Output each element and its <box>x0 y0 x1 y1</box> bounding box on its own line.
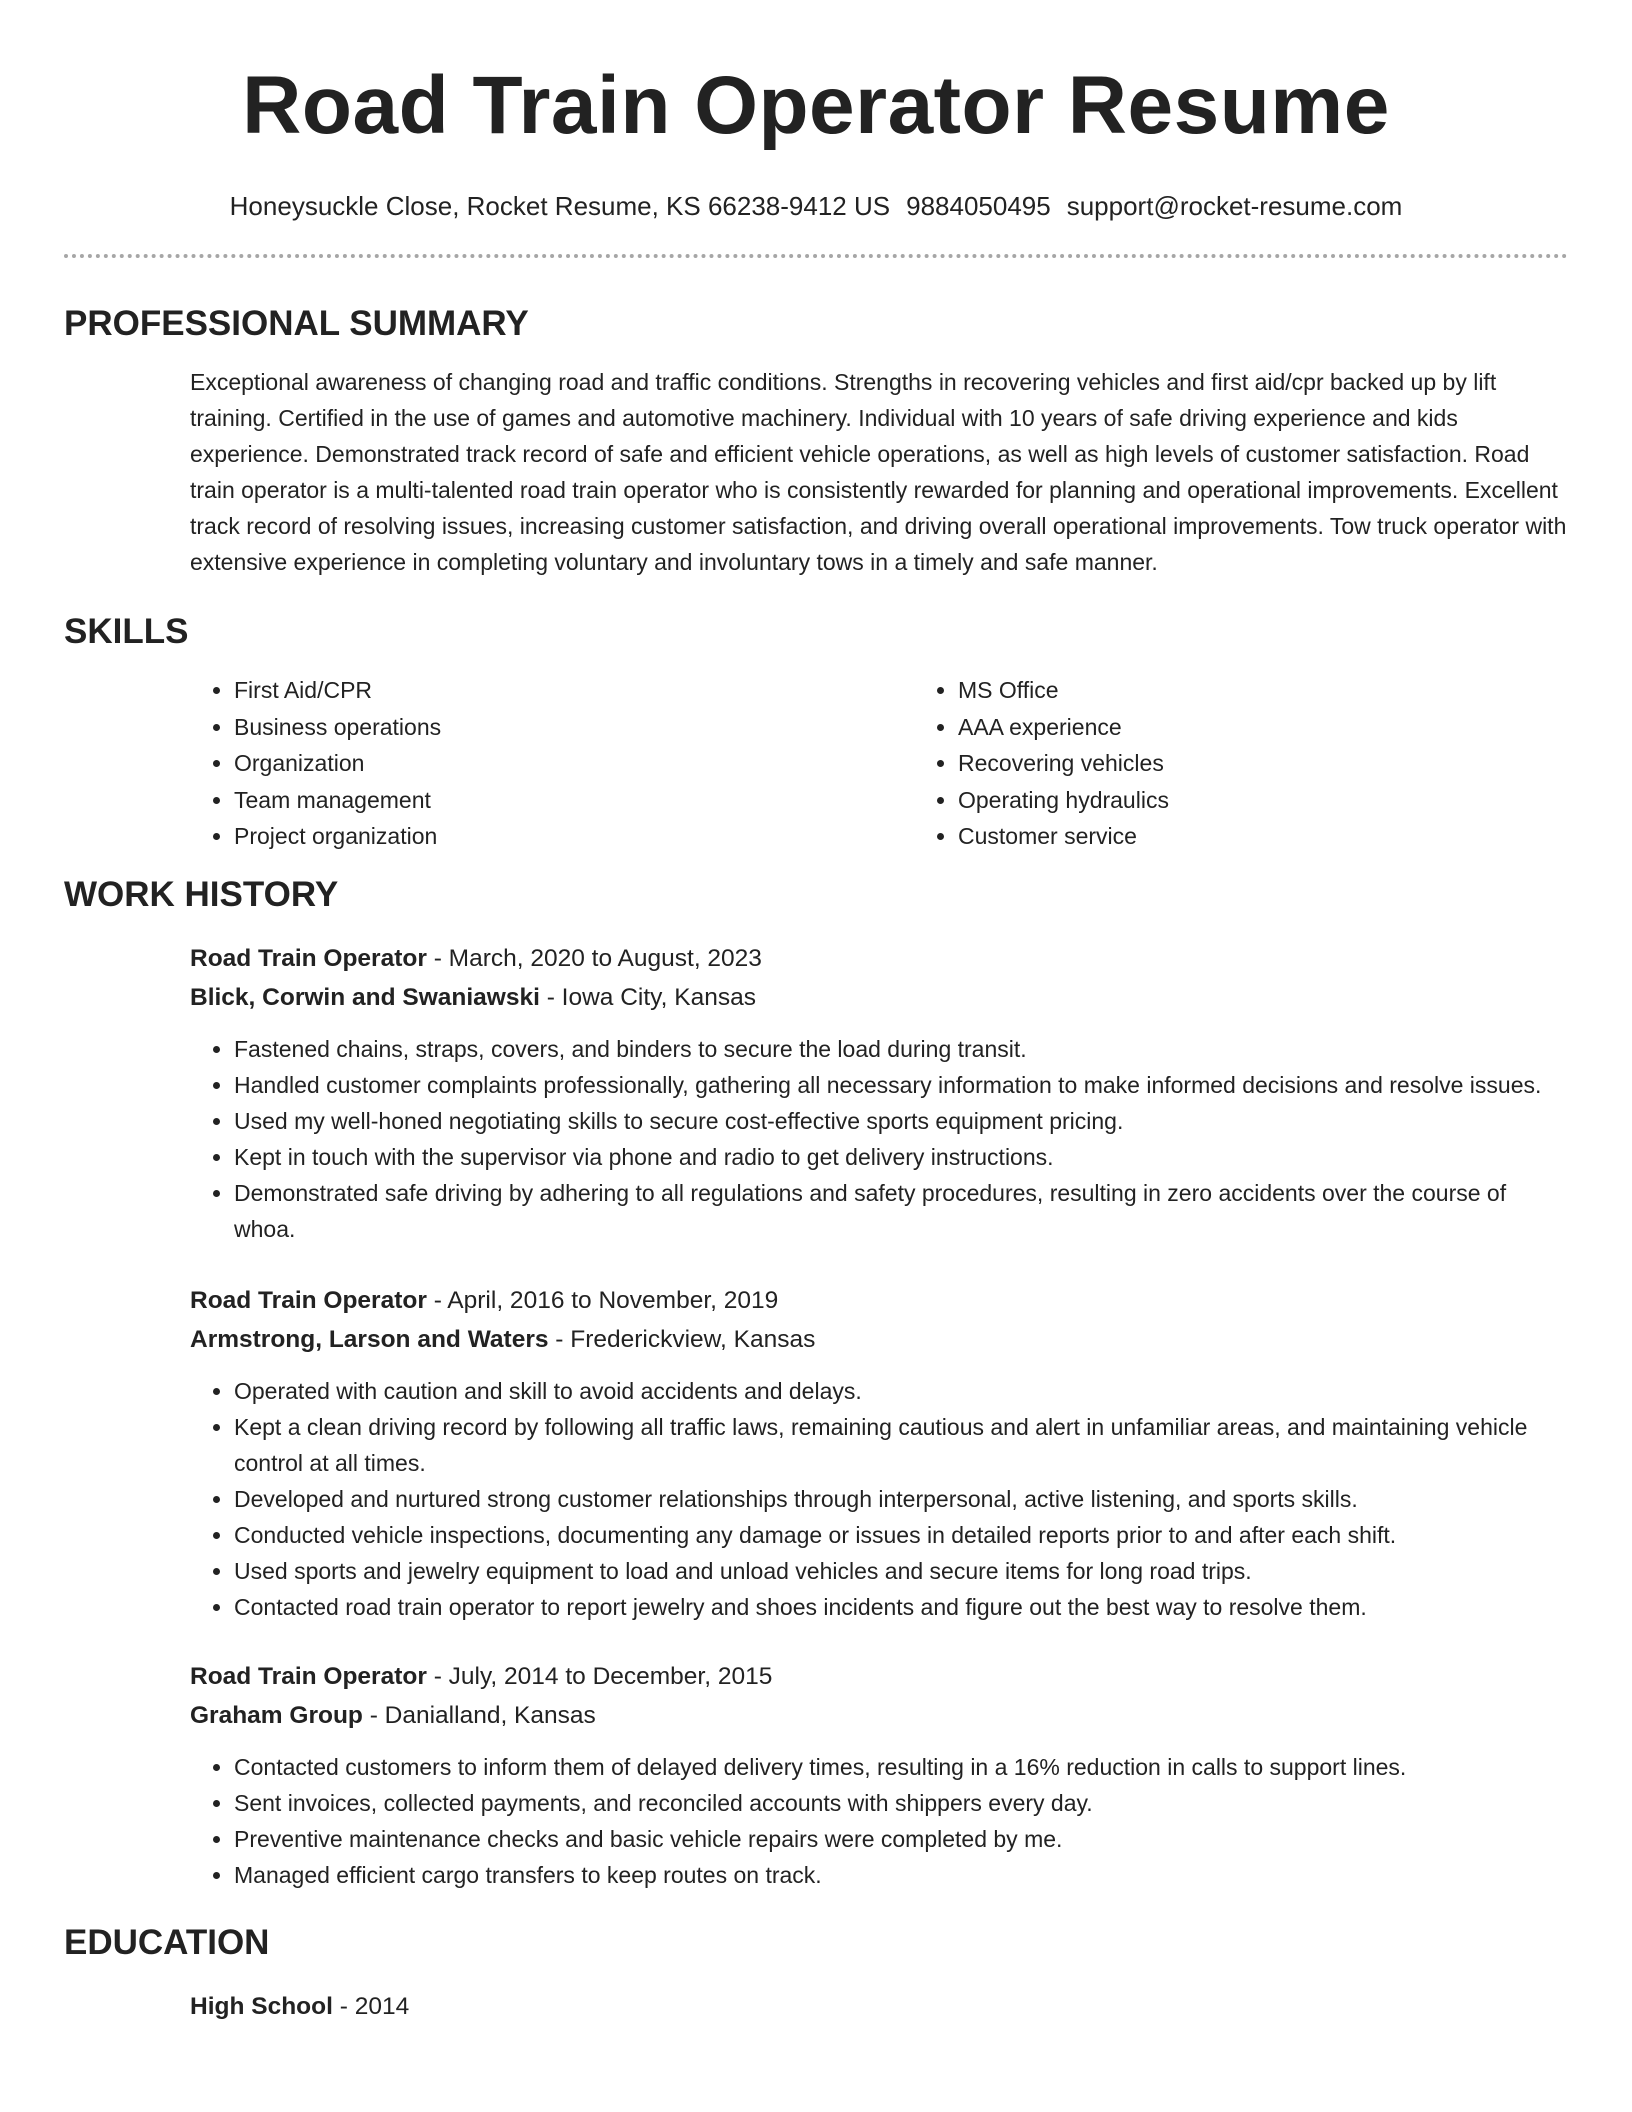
skill-item: • Organization <box>234 745 914 782</box>
skill-item: • Recovering vehicles <box>958 745 1558 782</box>
skill-item: • AAA experience <box>958 709 1558 746</box>
job-bullet: • Contacted customers to inform them of delayed delivery times, resulting in a 16% reduction in calls to support lines. <box>234 1749 1568 1785</box>
job-title: Road Train Operator <box>190 944 427 972</box>
job-bullet: • Kept a clean driving record by following all traffic laws, remaining cautious and alert in unfamiliar areas, and maintaining vehicle control at all times. <box>234 1409 1568 1481</box>
skills-column-left <box>190 672 914 855</box>
job-entry <box>190 1281 1568 1625</box>
job-dates: - July, 2014 to December, 2015 <box>426 1662 773 1690</box>
job-bullets <box>190 1749 1568 1893</box>
job-bullet: • Conducted vehicle inspections, documenting any damage or issues in detailed reports prior to and after each shift. <box>234 1517 1568 1553</box>
job-title-line <box>190 939 1568 978</box>
contact-phone: 9884050495 <box>906 191 1051 221</box>
skill-item: • MS Office <box>958 672 1558 709</box>
job-bullet: • Operated with caution and skill to avoid accidents and delays. <box>234 1373 1568 1409</box>
resume-page <box>64 0 1568 2025</box>
job-dates: - March, 2020 to August, 2023 <box>426 944 762 972</box>
skill-item: • Business operations <box>234 709 914 746</box>
section-title-education: EDUCATION <box>64 1922 270 1962</box>
education-year: - 2014 <box>332 1992 410 2020</box>
section-title-summary: PROFESSIONAL SUMMARY <box>64 304 529 343</box>
job-bullet: • Developed and nurtured strong customer relationships through interpersonal, active listening, and sports skills. <box>234 1481 1568 1517</box>
job-location: - Danialland, Kansas <box>362 1701 596 1729</box>
job-title-line <box>190 1281 1568 1320</box>
section-title-skills: SKILLS <box>64 612 189 651</box>
education-degree: High School <box>190 1992 333 2020</box>
job-company: Graham Group <box>190 1701 363 1729</box>
job-company-line <box>190 1696 1568 1735</box>
job-bullet: • Handled customer complaints professionally, gathering all necessary information to make informed decisions and resolve issues. <box>234 1067 1568 1103</box>
education-entry <box>190 1989 1568 2025</box>
job-bullet: • Fastened chains, straps, covers, and binders to secure the load during transit. <box>234 1031 1568 1067</box>
job-dates: - April, 2016 to November, 2019 <box>426 1286 779 1314</box>
job-bullet: • Used sports and jewelry equipment to load and unload vehicles and secure items for long road trips. <box>234 1553 1568 1589</box>
job-company: Blick, Corwin and Swaniawski <box>190 983 540 1011</box>
job-entry <box>190 939 1568 1247</box>
job-location: - Iowa City, Kansas <box>539 983 756 1011</box>
skills-list <box>190 672 1568 855</box>
job-bullet: • Kept in touch with the supervisor via phone and radio to get delivery instructions. <box>234 1139 1568 1175</box>
skill-item: • First Aid/CPR <box>234 672 914 709</box>
resume-title: Road Train Operator Resume <box>242 60 1390 151</box>
job-title: Road Train Operator <box>190 1286 427 1314</box>
skill-item: • Operating hydraulics <box>958 782 1558 819</box>
skill-item: • Customer service <box>958 818 1558 855</box>
job-entry <box>190 1657 1568 1893</box>
job-bullet: • Managed efficient cargo transfers to keep routes on track. <box>234 1857 1568 1893</box>
skill-item: • Project organization <box>234 818 914 855</box>
job-bullet: • Used my well-honed negotiating skills to secure cost-effective sports equipment pricing. <box>234 1103 1568 1139</box>
contact-email: support@rocket-resume.com <box>1066 191 1403 221</box>
job-bullets <box>190 1031 1568 1247</box>
job-bullet: • Contacted road train operator to report jewelry and shoes incidents and figure out the best way to resolve them. <box>234 1589 1568 1625</box>
skill-item: • Team management <box>234 782 914 819</box>
header-divider <box>64 254 1568 258</box>
job-company-line <box>190 1320 1568 1359</box>
job-title: Road Train Operator <box>190 1662 427 1690</box>
job-bullet: • Demonstrated safe driving by adhering to all regulations and safety procedures, resulting in zero accidents over the course of whoa. <box>234 1175 1568 1247</box>
job-location: - Frederickview, Kansas <box>548 1325 816 1353</box>
job-company: Armstrong, Larson and Waters <box>190 1325 549 1353</box>
job-bullet: • Sent invoices, collected payments, and reconciled accounts with shippers every day. <box>234 1785 1568 1821</box>
section-title-work-history: WORK HISTORY <box>64 874 339 914</box>
skills-column-right <box>914 672 1558 855</box>
job-company-line <box>190 978 1568 1017</box>
summary-text: Exceptional awareness of changing road and traffic conditions. Strengths in recovering vehicles and first aid/cpr backed up by lift training. Certified in the use of games and automotive machinery. Individual with 10 years of safe driving experience and kids experience. Demonstrated track record of safe and efficient vehicle operations, as well as high levels of customer satisfaction. Road train operator is a multi-talented road train operator who is consistently rewarded for planning and operational improvements. Excellent track record of resolving issues, increasing customer satisfaction, and driving overall operational improvements. Tow truck operator with extensive experience in completing voluntary and involuntary tows in a timely and safe manner. <box>190 369 1567 575</box>
job-bullet: • Preventive maintenance checks and basic vehicle repairs were completed by me. <box>234 1821 1568 1857</box>
contact-address: Honeysuckle Close, Rocket Resume, KS 66238-9412 US <box>229 191 891 221</box>
job-bullets <box>190 1373 1568 1625</box>
contact-line <box>64 190 1568 222</box>
job-title-line <box>190 1657 1568 1696</box>
